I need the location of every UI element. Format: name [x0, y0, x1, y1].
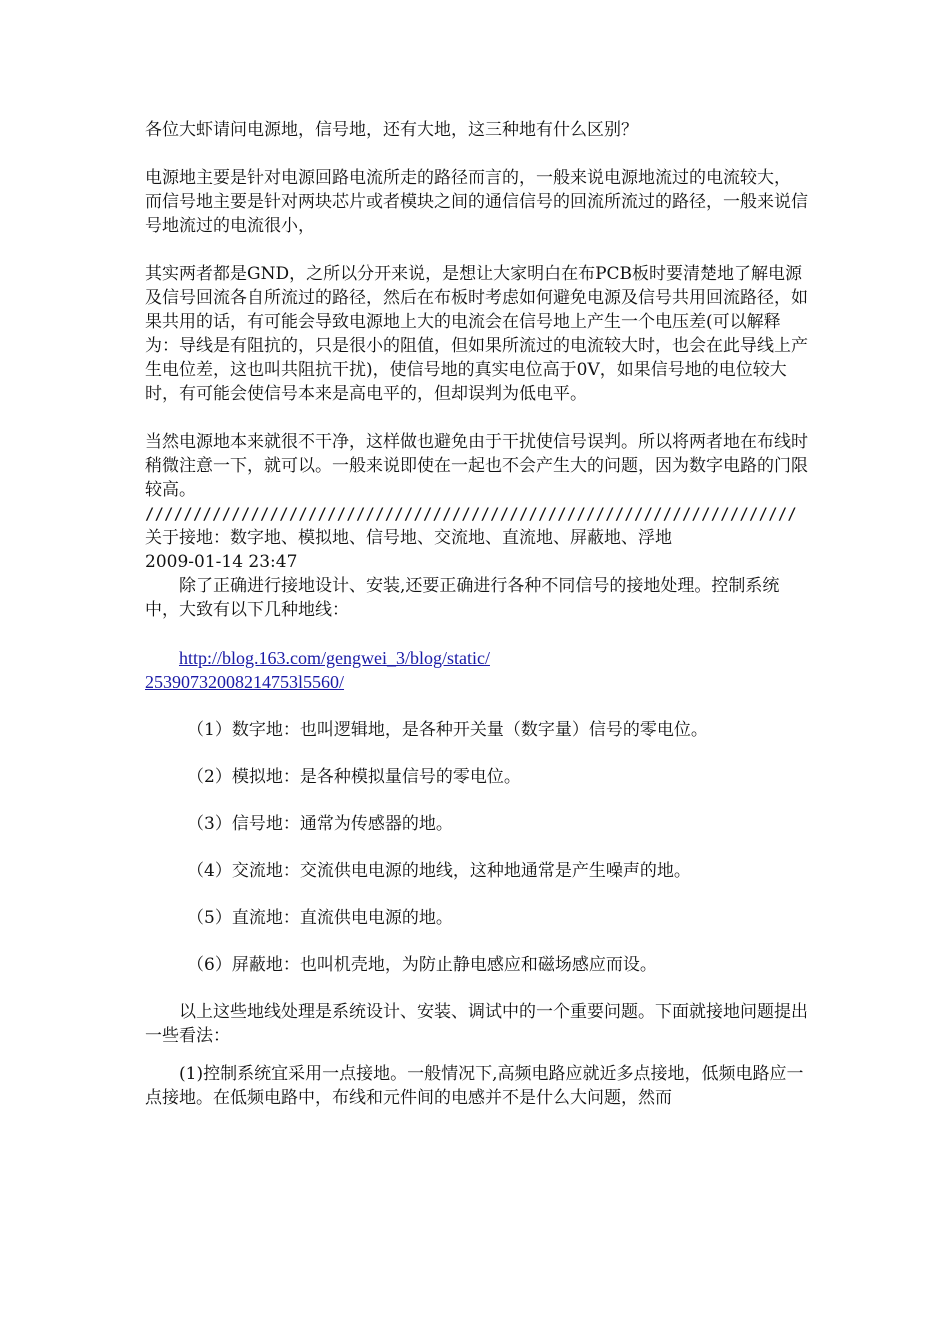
- article-intro: 除了正确进行接地设计、安装,还要正确进行各种不同信号的接地处理。控制系统中，大致有以下几种地线：: [145, 576, 780, 620]
- paragraph-gnd-explanation: 其实两者都是GND，之所以分开来说，是想让大家明白在布PCB板时要清楚地了解电源及信号回流各自所流过的路径，然后在布板时考虑如何避免电源及信号共用回流路径，如果共用的话，有可能会导致电源地上大的电流会在信号地上产生一个电压差(可以解释为：导线是有阻抗的，只是很小的阻值，但如果所流过的电流较大时，也会在此导线上产生电位差，这也叫共阻抗干扰)，使信号地的真实电位高于0V，如果信号地的电位较大时，有可能会使信号本来是高电平的，但却误判为低电平。: [145, 264, 808, 404]
- source-link-line1[interactable]: http://blog.163.com/gengwei_3/blog/static/: [179, 648, 490, 668]
- list-item-digital-ground: （1）数字地：也叫逻辑地，是各种开关量（数字量）信号的零电位。: [187, 720, 708, 740]
- point-single-grounding: (1)控制系统宜采用一点接地。一般情况下,高频电路应就近多点接地，低频电路应一点接地。在低频电路中，布线和元件间的电感并不是什么大问题，然而: [145, 1064, 804, 1108]
- list-item-analog-ground: （2）模拟地：是各种模拟量信号的零电位。: [187, 767, 521, 787]
- spacer: [145, 622, 810, 646]
- document-page: [145, 118, 810, 1110]
- article-title: 关于接地：数字地、模拟地、信号地、交流地、直流地、屏蔽地、浮地: [145, 528, 672, 548]
- list-item-dc-ground: （5）直流地：直流供电电源的地。: [187, 908, 453, 928]
- paragraph-conclusion: 当然电源地本来就很不干净，这样做也避免由于干扰使信号误判。所以将两者地在布线时稍微注意一下，就可以。一般来说即使在一起也不会产生大的问题，因为数字电路的门限较高。: [145, 432, 808, 500]
- question-line: 各位大虾请问电源地，信号地，还有大地，这三种地有什么区别？: [145, 120, 638, 140]
- paragraph-power-ground: 电源地主要是针对电源回路电流所走的路径而言的，一般来说电源地流过的电流较大，: [145, 168, 791, 188]
- spacer: [145, 238, 810, 262]
- summary-paragraph: 以上这些地线处理是系统设计、安装、调试中的一个重要问题。下面就接地问题提出一些看法：: [145, 1002, 808, 1046]
- list-item-signal-ground: （3）信号地：通常为传感器的地。: [187, 814, 453, 834]
- spacer: [145, 406, 810, 430]
- spacer: [145, 142, 810, 166]
- list-item-shield-ground: （6）屏蔽地：也叫机壳地，为防止静电感应和磁场感应而设。: [187, 955, 657, 975]
- list-item-ac-ground: （4）交流地：交流供电电源的地线，这种地通常是产生噪声的地。: [187, 861, 691, 881]
- separator-line: ////////////////////////////////////////////////////////////////////: [145, 505, 797, 523]
- spacer: [145, 694, 810, 718]
- article-date: 2009-01-14 23:47: [145, 552, 298, 572]
- paragraph-signal-ground: 而信号地主要是针对两块芯片或者模块之间的通信信号的回流所流过的路径，一般来说信号地流过的电流很小，: [145, 192, 808, 236]
- source-link-line2[interactable]: 25390732008214753l5560/: [145, 672, 345, 692]
